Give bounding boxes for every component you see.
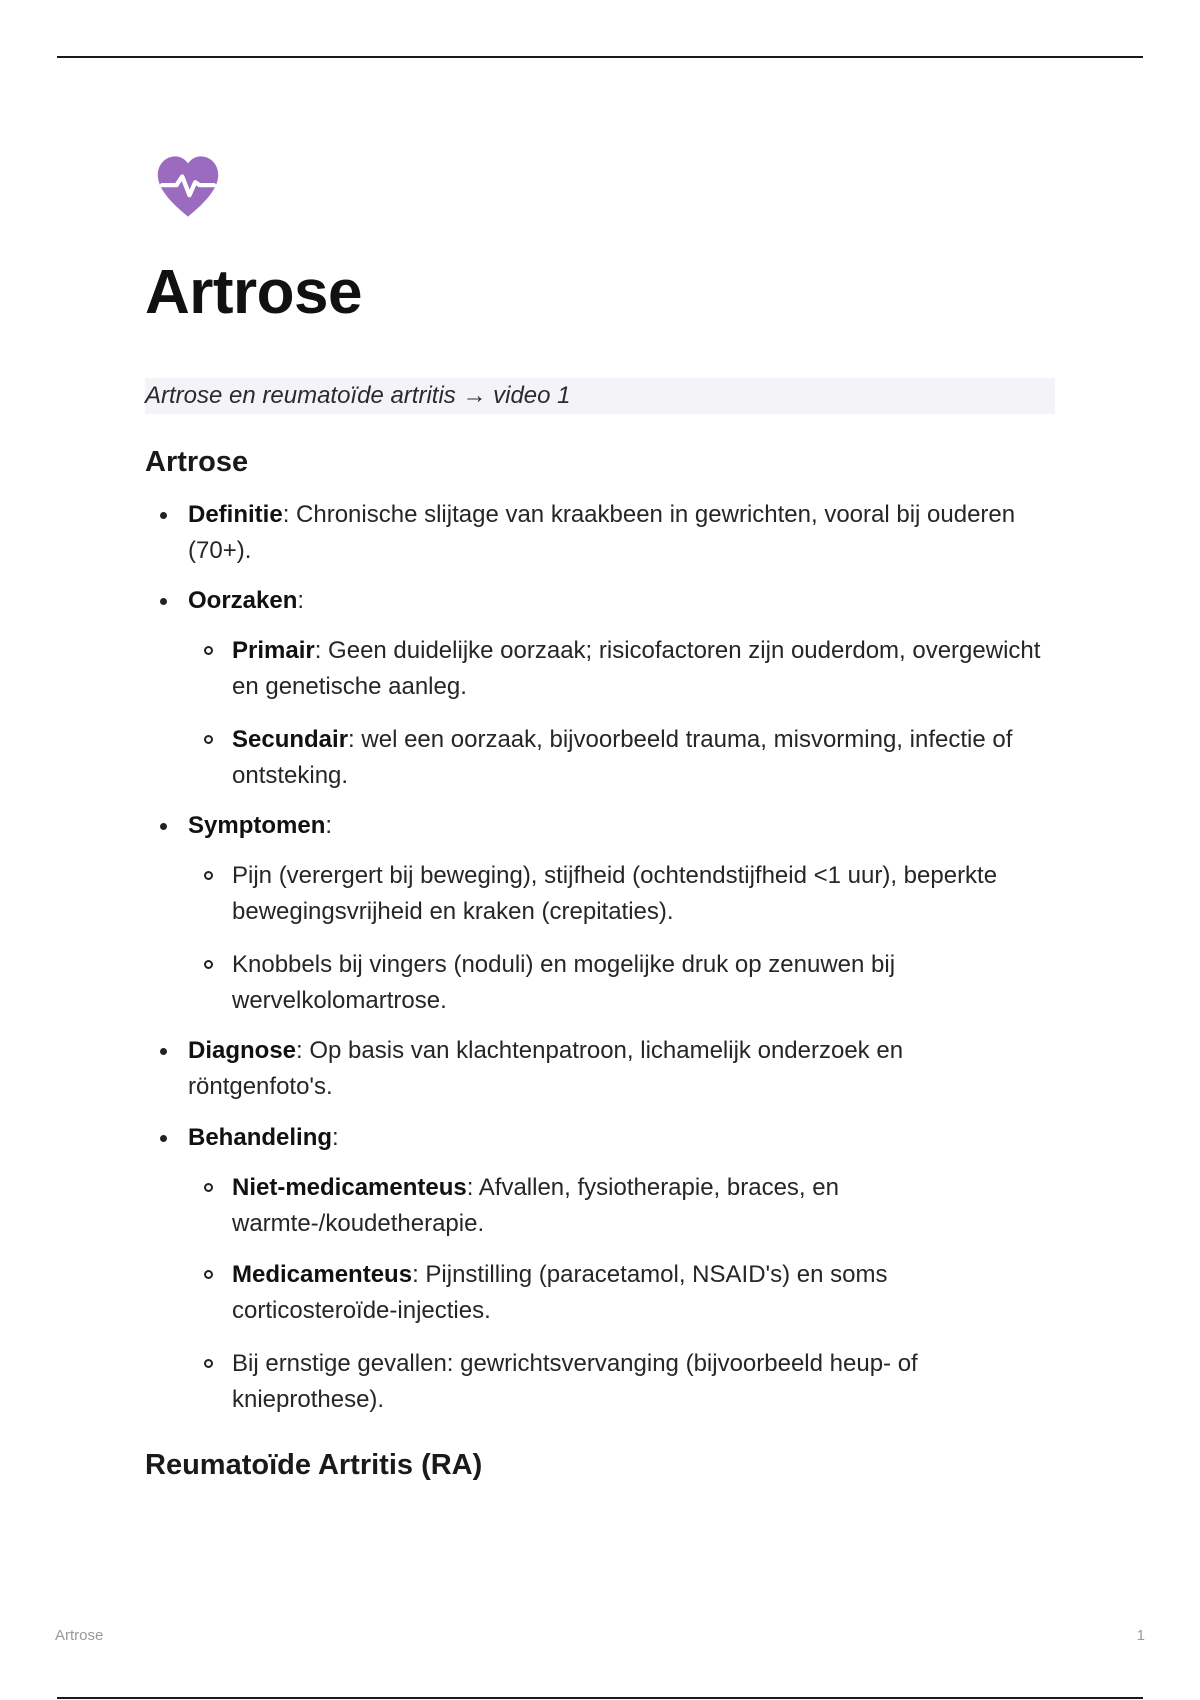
bullet-dot — [160, 1048, 167, 1055]
item-label: Niet-medicamenteus — [232, 1174, 467, 1201]
item-label: Secundair — [232, 726, 349, 753]
item-text: : Geen duidelijke oorzaak; risicofactoren zijn ouderdom, overgewicht en genetische aanleg. — [232, 637, 1041, 700]
item-text: : Pijnstilling (paracetamol, NSAID's) en soms corticosteroïde-injecties. — [232, 1261, 888, 1324]
item-label: Definitie — [188, 501, 283, 528]
top-rule — [57, 56, 1143, 58]
item-label: Primair — [232, 637, 315, 664]
item-label: Diagnose — [188, 1037, 297, 1064]
list-item-diagnose — [188, 1033, 1028, 1105]
bullet-dot — [160, 1135, 167, 1142]
list-item-symptoom: Pijn (verergert bij beweging), stijfheid (ochtendstijfheid <1 uur), beperkte bewegingsvrijheid en kraken (crepitaties). — [232, 862, 998, 925]
bullet-circle — [204, 871, 213, 880]
item-text: : — [332, 1124, 339, 1151]
list-item-behandeling — [188, 1120, 1028, 1156]
heart-pulse-icon — [152, 152, 224, 224]
list-item-ernstig: Bij ernstige gevallen: gewrichtsvervanging (bijvoorbeeld heup- of knieprothese). — [232, 1350, 918, 1413]
bullet-circle — [204, 646, 213, 655]
bullet-dot — [160, 598, 167, 605]
section-heading-ra: Reumatoïde Artritis (RA) — [145, 1449, 483, 1481]
bullet-circle — [204, 735, 213, 744]
item-text: : — [325, 812, 333, 839]
list-item-symptomen — [188, 808, 1028, 844]
list-item-oorzaken — [188, 583, 1028, 619]
footer-title: Artrose — [55, 1627, 104, 1644]
list-item-symptoom: Knobbels bij vingers (noduli) en mogelijke druk op zenuwen bij wervelkolomartrose. — [232, 951, 896, 1014]
item-text: : wel een oorzaak, bijvoorbeeld trauma, misvorming, infectie of ontsteking. — [232, 726, 1013, 789]
item-label: Symptomen — [188, 812, 326, 839]
item-label: Oorzaken — [188, 587, 298, 614]
callout-text: Artrose en reumatoïde artritis → video 1 — [145, 382, 571, 409]
list-item-definitie — [188, 497, 1028, 569]
bullet-dot — [160, 512, 167, 519]
item-text: : Op basis van klachtenpatroon, lichamelijk onderzoek en röntgenfoto's. — [188, 1037, 904, 1100]
bottom-rule — [57, 1697, 1143, 1699]
page-number: 1 — [1136, 1627, 1145, 1644]
list-item-niet-medicamenteus — [232, 1170, 1052, 1242]
section-heading-artrose: Artrose — [145, 446, 249, 478]
list-item-secundair — [232, 722, 1052, 794]
bullet-circle — [204, 1359, 213, 1368]
item-text: : Chronische slijtage van kraakbeen in gewrichten, vooral bij ouderen (70+). — [188, 501, 1016, 564]
list-item-medicamenteus — [232, 1257, 1052, 1329]
item-label: Behandeling — [188, 1124, 333, 1151]
list-item-primair — [232, 633, 1052, 705]
bullet-dot — [160, 823, 167, 830]
page-title: Artrose — [145, 258, 363, 327]
bullet-circle — [204, 1183, 213, 1192]
callout-block — [145, 378, 1055, 414]
item-text: : — [297, 587, 305, 614]
item-label: Medicamenteus — [232, 1261, 413, 1288]
item-text: : Afvallen, fysiotherapie, braces, en warmte-/koudetherapie. — [232, 1174, 839, 1237]
bullet-circle — [204, 1270, 213, 1279]
bullet-circle — [204, 960, 213, 969]
